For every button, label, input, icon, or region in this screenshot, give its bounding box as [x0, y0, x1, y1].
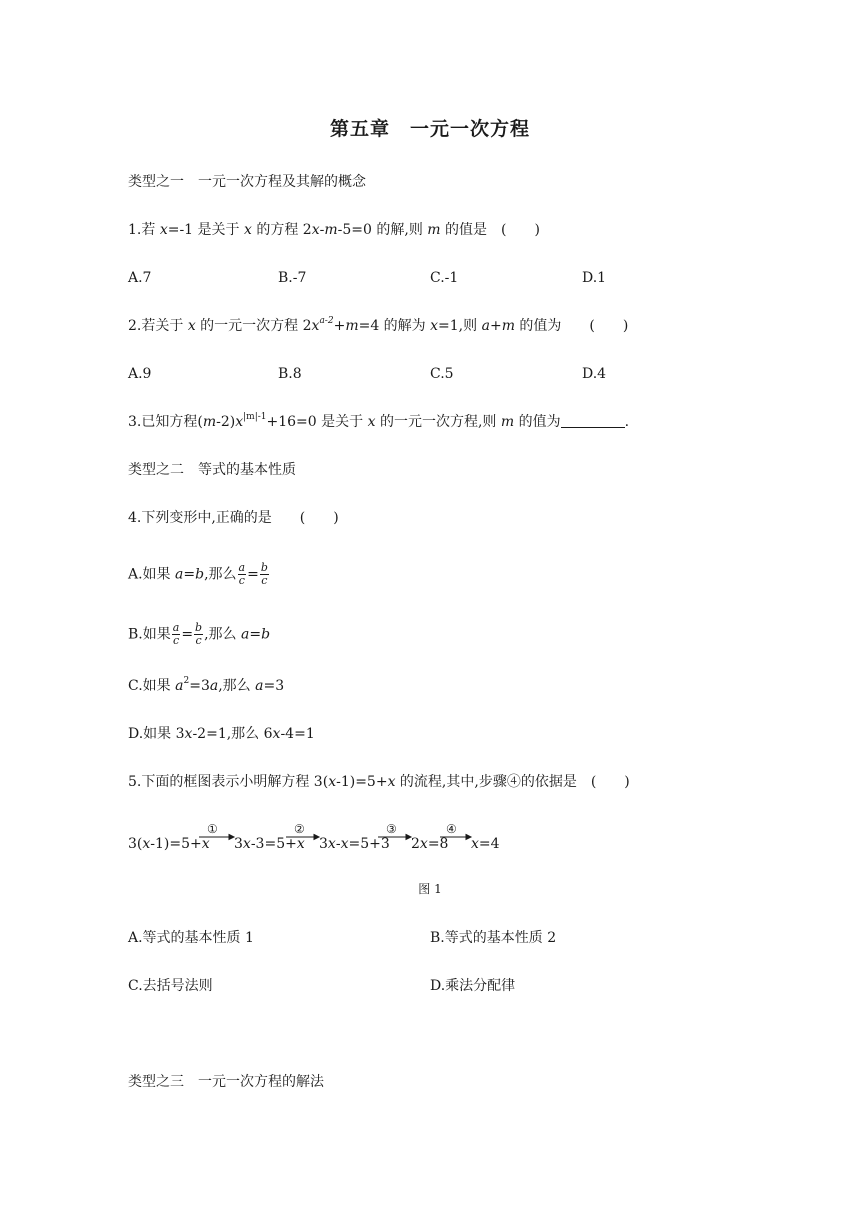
q5-option-c: C.去括号法则: [128, 978, 213, 994]
q2-option-d: D.4: [582, 366, 607, 382]
figure-caption: 图 1: [418, 882, 442, 896]
section-heading-1: 类型之一 一元一次方程及其解的概念: [128, 174, 366, 190]
flow-equation-0: 3(x-1)=5+x: [128, 836, 210, 852]
step-1-label: ①: [207, 822, 218, 836]
question-2: 2.若关于 x 的一元一次方程 $2x^{a-2}+m=4$ 的解为 x=1,则 a+m 的值为 ( ): [128, 316, 629, 334]
q2-option-a: A.9: [128, 366, 152, 382]
q1-option-c: C.-1: [430, 270, 459, 286]
flow-equation-3: 2x=8: [411, 836, 449, 852]
page-title: 第五章 一元一次方程: [329, 118, 530, 140]
question-1: 1.若 x=-1 是关于 x 的方程 2x-m-5=0 的解,则 m 的值是 ( ): [128, 222, 540, 238]
question-3: 3.已知方程$(m-2)x^{|m|-1}+16=0$ 是关于 x 的一元一次方程,则 m 的值为 .: [128, 412, 630, 430]
q2-option-c: C.5: [430, 366, 454, 382]
step-3-label: ③: [386, 822, 397, 836]
q4-option-b: B.如果 $\frac{a}{c}$ = $\frac{b}{c}$ ,那么 a=b: [128, 621, 271, 647]
section-heading-3: 类型之三 一元一次方程的解法: [128, 1074, 324, 1090]
q1-option-d: D.1: [582, 270, 607, 286]
q4-option-a: A.如果 a=b,那么 $\frac{a}{c}$ = $\frac{b}{c}$: [128, 561, 268, 587]
flow-equation-4: x=4: [471, 836, 500, 852]
question-5: 5.下面的框图表示小明解方程 3(x-1)=5+x 的流程,其中,步骤④的依据是 ( ): [128, 774, 630, 790]
q5-option-b: B.等式的基本性质 2: [430, 930, 557, 946]
solution-flowchart: [128, 822, 548, 856]
step-4-label: ④: [446, 822, 457, 836]
q1-option-b: B.-7: [278, 270, 307, 286]
answer-blank[interactable]: [561, 413, 625, 428]
flow-equation-1: 3x-3=5+x: [234, 836, 305, 852]
q1-option-a: A.7: [128, 270, 152, 286]
flow-equation-2: 3x-x=5+3: [319, 836, 390, 852]
q4-option-c: C.如果 $a^2=3a$,那么 a=3: [128, 676, 285, 694]
section-heading-2: 类型之二 等式的基本性质: [128, 462, 296, 478]
q5-option-d: D.乘法分配律: [430, 978, 516, 994]
step-2-label: ②: [294, 822, 305, 836]
q4-option-d: D.如果 3x-2=1,那么 6x-4=1: [128, 726, 315, 742]
q2-option-b: B.8: [278, 366, 302, 382]
question-4: 4.下列变形中,正确的是 ( ): [128, 510, 339, 526]
q5-option-a: A.等式的基本性质 1: [128, 930, 254, 946]
